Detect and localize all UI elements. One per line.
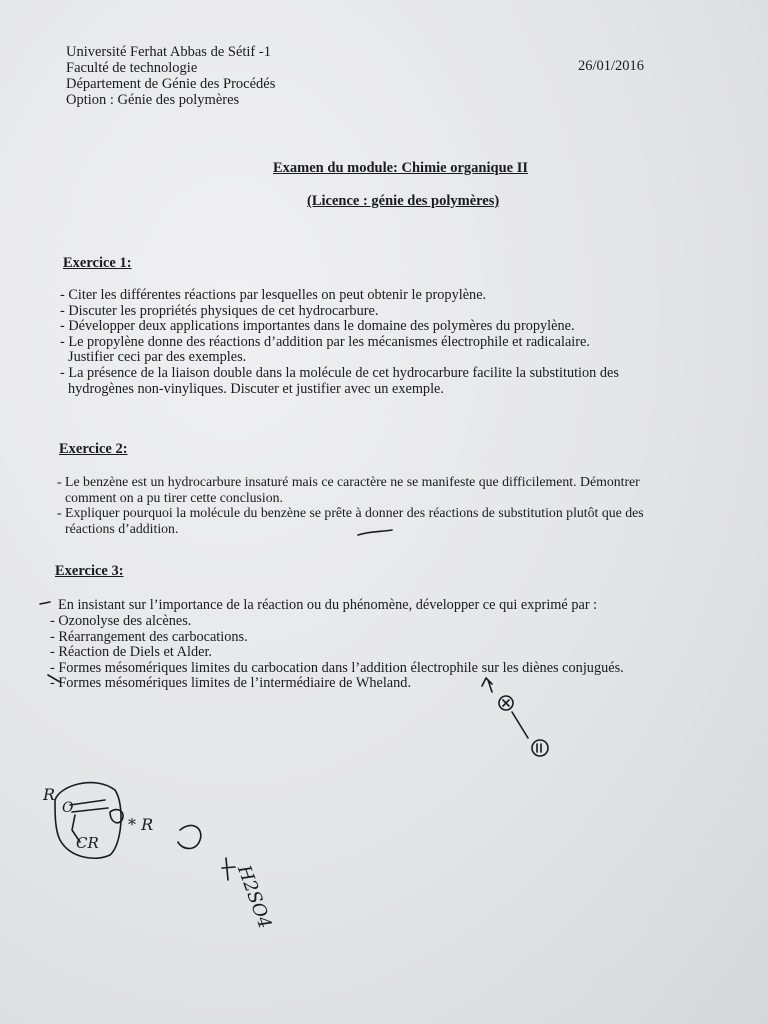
list-item: - Ozonolyse des alcènes. [50,613,192,629]
exam-subtitle: (Licence : génie des polymères) [307,193,500,209]
arrow-line [512,712,528,738]
list-item-continuation: hydrogènes non-vinyliques. Discuter et justifier avec un exemple. [68,380,444,397]
exercise-3-list [50,614,624,692]
list-item: - La présence de la liaison double dans la molécule de cet hydrocarbure facilite la substitution des [60,364,619,381]
exercise-1-title: Exercice 1: [63,255,132,271]
exam-date: 26/01/2016 [578,58,645,74]
list-item: - Formes mésomériques limites du carbocation dans l’addition électrophile sur les diènes conjugués. [50,659,624,676]
scribble-diagram [178,825,201,848]
list-item-continuation: comment on a pu tirer cette conclusion. [65,489,283,505]
list-item: - Expliquer pourquoi la molécule du benzène se prête à donner des réactions de substitution plutôt que des [57,505,644,521]
exercise-3-intro: En insistant sur l’importance de la réaction ou du phénomène, développer ce qui exprimé par : [58,597,598,613]
list-item: - Le benzène est un hydrocarbure insaturé mais ce caractère ne se manifeste que difficilement. Démontrer [57,474,640,489]
handwritten-text: H2SO4 [233,862,276,932]
list-item-continuation: réactions d’addition. [65,520,179,536]
list-item: - Réarrangement des carbocations. [50,628,248,645]
handwritten-text: * R [128,815,154,834]
exam-title: Examen du module: Chimie organique II [273,160,528,176]
institution-header [66,44,275,108]
scribble-diagram [55,783,121,859]
dash-mark [40,602,50,604]
exercise-2-title: Exercice 2: [59,441,128,457]
handwritten-text: CR [76,834,99,852]
list-item: - Le propylène donne des réactions d’addition par les mécanismes électrophile et radicalaire. [60,333,590,350]
list-item: - Citer les différentes réactions par lesquelles on peut obtenir le propylène. [60,287,487,303]
list-item: - Formes mésomériques limites de l’intermédiaire de Wheland. [50,675,412,692]
handwritten-text: R [43,785,56,804]
university-line: Université Ferhat Abbas de Sétif -1 [66,44,271,60]
faculty-line: Faculté de technologie [66,60,198,76]
list-item: - Réaction de Diels et Alder. [50,644,212,661]
list-item-continuation: Justifier ceci par des exemples. [68,349,247,366]
exercise-1-list [60,288,619,397]
scribble-formula [222,858,235,880]
list-item: - Discuter les propriétés physiques de cet hydrocarbure. [60,302,379,319]
department-line: Département de Génie des Procédés [66,76,276,92]
option-line: Option : Génie des polymères [66,92,240,108]
circle-mark [499,696,513,710]
exercise-2-list [57,474,644,536]
handwritten-text: O [62,800,74,816]
circle-mark [532,740,548,756]
exercise-3-title: Exercice 3: [55,563,124,579]
list-item: - Développer deux applications importantes dans le domaine des polymères du propylène. [60,318,575,335]
